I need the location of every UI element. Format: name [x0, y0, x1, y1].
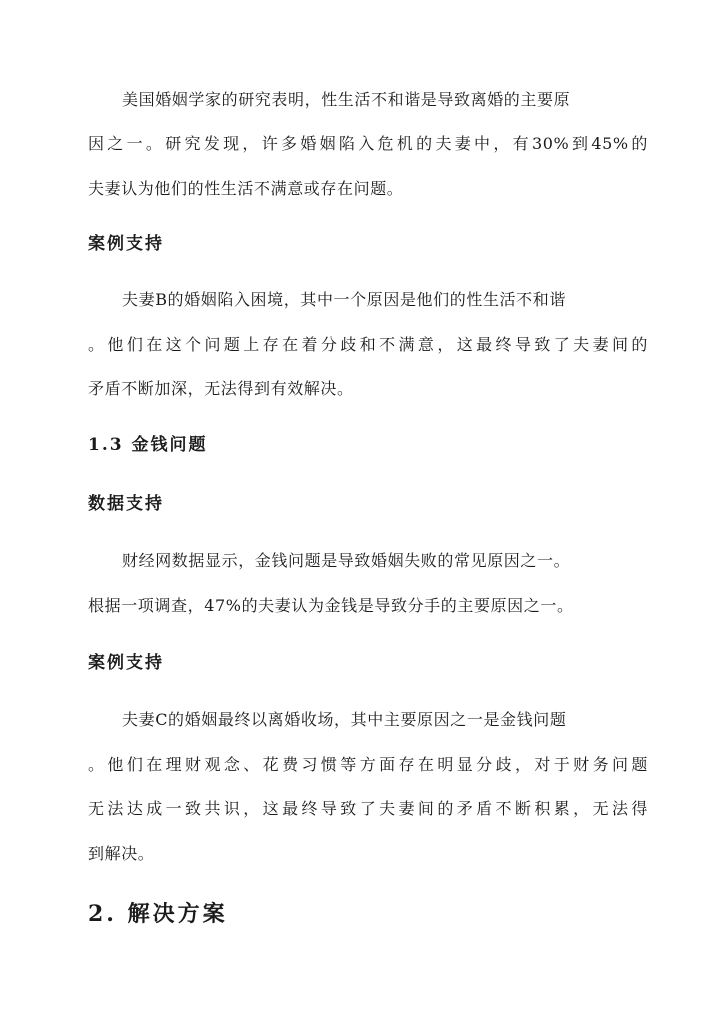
case-support-heading-1: 案例支持: [88, 234, 164, 254]
paragraph-4-line-3: 无法达成一致共识，这最终导致了夫妻间的矛盾不断积累，无法得: [88, 799, 648, 818]
paragraph-1-line-1: 美国婚姻学家的研究表明，性生活不和谐是导致离婚的主要原: [122, 90, 571, 109]
paragraph-3-line-1: 财经网数据显示，金钱问题是导致婚姻失败的常见原因之一。: [122, 551, 571, 570]
paragraph-3-line-2: 根据一项调查，47%的夫妻认为金钱是导致分手的主要原因之一。: [88, 596, 574, 615]
paragraph-2-line-2: 。他们在这个问题上存在着分歧和不满意，这最终导致了夫妻间的: [88, 335, 648, 354]
chapter-heading-solutions: 2. 解决方案: [88, 901, 228, 927]
section-heading-money: 1.3 金钱问题: [88, 435, 208, 455]
case-support-heading-2: 案例支持: [88, 653, 164, 673]
paragraph-2-line-1: 夫妻B的婚姻陷入困境，其中一个原因是他们的性生活不和谐: [122, 290, 566, 309]
paragraph-4-line-2: 。他们在理财观念、花费习惯等方面存在明显分歧，对于财务问题: [88, 755, 648, 774]
data-support-heading: 数据支持: [88, 494, 164, 514]
paragraph-4-line-1: 夫妻C的婚姻最终以离婚收场，其中主要原因之一是金钱问题: [122, 710, 567, 729]
paragraph-4-line-4: 到解决。: [88, 844, 155, 863]
paragraph-1-line-3: 夫妻认为他们的性生活不满意或存在问题。: [88, 179, 404, 198]
paragraph-1-line-2: 因之一。研究发现，许多婚姻陷入危机的夫妻中，有30%到45%的: [88, 134, 648, 153]
paragraph-2-line-3: 矛盾不断加深，无法得到有效解决。: [88, 379, 354, 398]
